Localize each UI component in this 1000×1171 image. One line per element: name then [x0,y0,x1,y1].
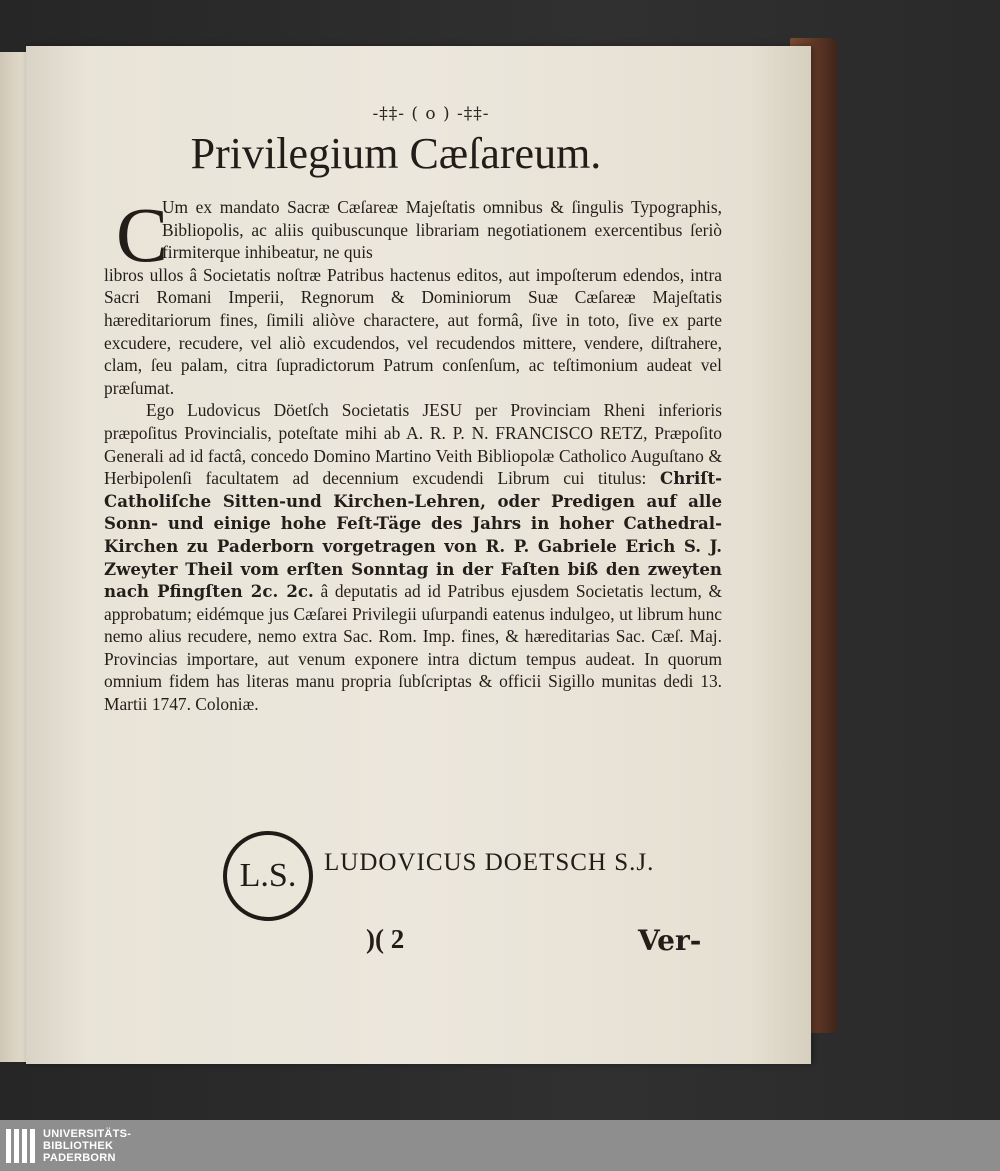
book-page [26,46,811,1064]
seal-stamp: L.S. [223,831,313,921]
paragraph-2-ending: â deputatis ad id Patribus ejusdem Societatis lectum, & approbatum; eidémque jus Cæſarei Privilegii uſurpandi eatenus indulgeo, ut librum hunc nemo alius recudere, nemo extra Sac. Rom. Imp. fines, & hæreditarias Sac. Cæſ. Maj. Provincias importare, aut venum exponere intra dictum tempus audeat. In quorum omnium fidem has literas manu propria ſubſcriptas & officii Sigillo munitas dedi 13. Martii 1747. Coloniæ. [104,581,722,715]
library-logo-icon [6,1129,35,1163]
facing-page-edge [0,52,27,1062]
page-title: Privilegium Cæſareum. [190,129,602,178]
footer-bar [0,1120,1000,1171]
logo-line-1: UNIVERSITÄTS- [43,1128,132,1140]
paragraph-2-latin: Ego Ludovicus Döetſch Societatis JESU per Provinciam Rheni inferioris præpoſitus Provincialis, poteſtate mihi ab A. R. P. N. FRANCISCO RETZ, Præpoſito Generali ad id factâ, concedo Domino Martino Veith Bibliopolæ Catholico Auguſtano & Herbipolenſi facultatem ad decennium excudendi Librum cui titulus: [104,400,722,489]
paragraph-1-continued: libros ullos â Societatis noſtræ Patribus hactenus editos, aut impoſterum edendos, intra Sacri Romani Imperii, Regnorum & Dominiorum Suæ Cæſareæ Majeſtatis hæreditariorum fines, ſimili aliòve charactere, aut formâ, ſive in toto, ſive ex parte excudere, recudere, vel aliò excudendos, vel recudendos mittere, vendere, diſtrahere, clam, ſeu palam, citra ſupradictorum Patrum conſenſum, ac teſtimonium audeat vel præſumat. [104,264,722,398]
paragraph-1-opening: Um ex mandato Sacræ Cæſareæ Majeſtatis omnibus & ſingulis Typographis, Bibliopolis, ac aliis quibuscunque librariam negotiationem exercentibus ſeriò firmiterque inhibeatur, ne quis [162,197,722,263]
body-text [104,191,722,716]
signature-mark: )( 2 [366,924,405,954]
logo-line-2: BIBLIOTHEK [43,1140,114,1152]
page-header-ornament: -‡‡- ( o ) -‡‡- [372,104,490,124]
drop-cap: C [116,191,169,278]
library-logo [6,1128,131,1164]
signature: LUDOVICUS DOETSCH S.J. [324,849,655,876]
library-logo-text [43,1128,131,1164]
logo-line-3: PADERBORN [43,1152,116,1164]
book-title-fraktur: Chriſt-Catholiſche Sitten-und Kirchen-Lehren, oder Predigen auf alle Sonn- und einige hohe Feſt-Täge des Jahrs in hoher Cathedral-Kirchen zu Paderborn vorgetragen von R. P. Gabriele Erich S. J. Zweyter Theil vom erſten Sonntag in der Faſten biß den zweyten nach Pfingſten 2c. 2c. [104,468,722,602]
paragraph-2 [104,399,722,715]
catchword: Ver- [638,924,702,957]
